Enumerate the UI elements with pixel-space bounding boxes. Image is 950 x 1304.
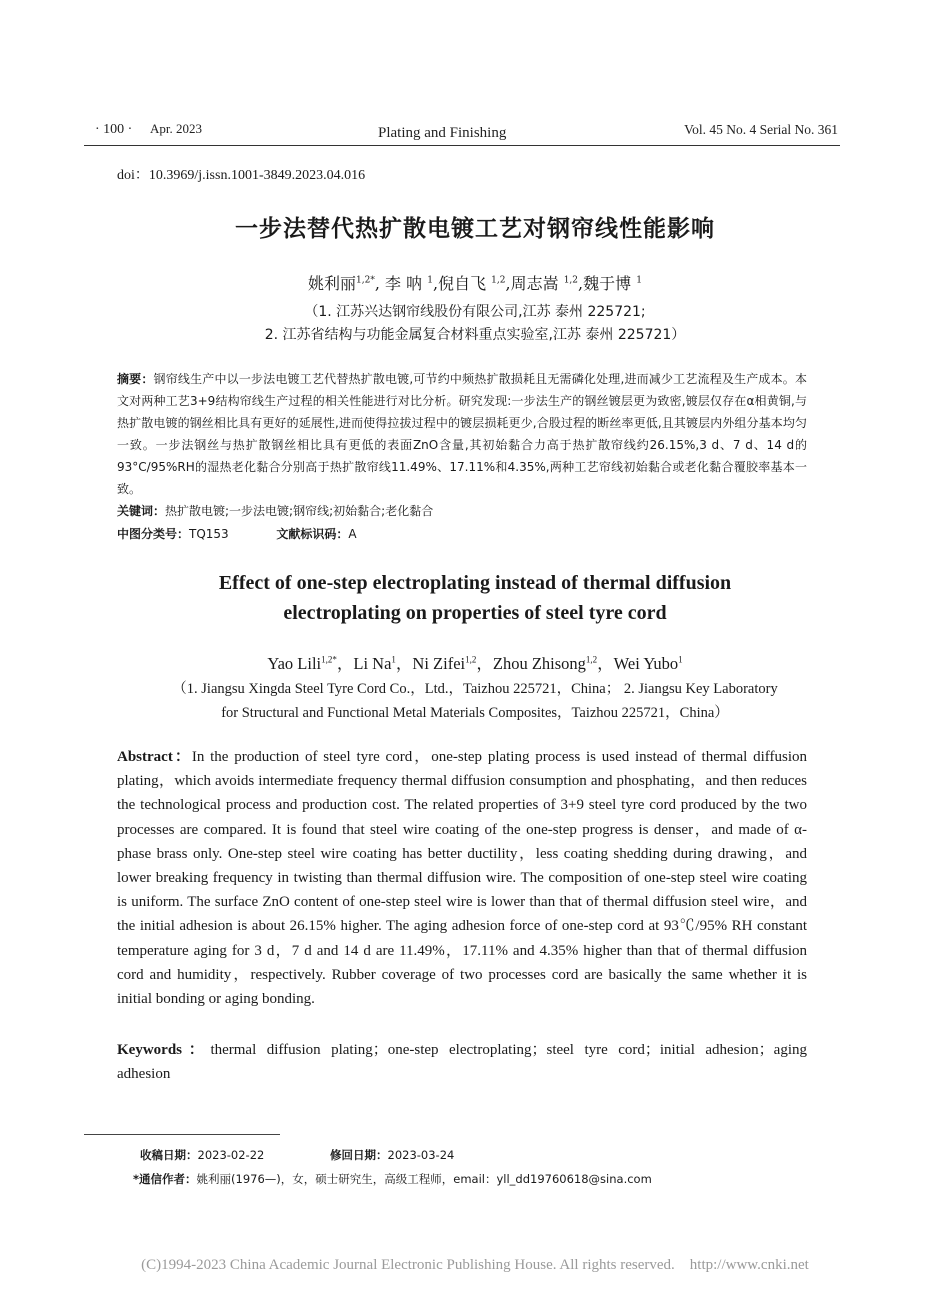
author-en-sup: 1: [678, 654, 683, 665]
affiliation-en-1: （1. Jiangsu Xingda Steel Tyre Cord Co.，Ltd.，Taizhou 225721，China； 2. Jiangsu Key Laboratory: [172, 681, 778, 697]
author-zh: 魏于博: [583, 274, 632, 293]
page-number: · 100 ·: [95, 122, 133, 137]
author-en-sup: 1,2: [465, 654, 477, 665]
author-en-sup: 1,2: [585, 654, 598, 665]
received-label: 收稿日期：: [140, 1148, 198, 1162]
abstract-en-label: Abstract：: [117, 749, 192, 765]
authors-en: Yao Lili$^{1,2*}$，Li Na$^1$，Ni Zifei$^{1,2}$，Zhou Zhisong$^{1,2}$，Wei Yubo$^1$: [267, 654, 683, 673]
corresponding-label: *通信作者：: [133, 1172, 197, 1186]
classification: [117, 523, 807, 545]
author-en: Ni Zifei: [412, 654, 466, 673]
title-en: [0, 568, 950, 628]
author-en: Zhou Zhisong: [492, 654, 586, 673]
author-zh-sup: 1,2: [491, 275, 506, 286]
received-value: 2023-02-22: [197, 1148, 265, 1162]
journal-name: Plating and Finishing: [378, 125, 507, 141]
issue-date: Apr. 2023: [150, 121, 202, 136]
keywords-en-label: Keywords：: [117, 1042, 211, 1058]
author-zh: 李 呐: [385, 274, 423, 293]
abstract-zh: [117, 368, 807, 500]
keywords-zh-text: 热扩散电镀;一步法电镀;钢帘线;初始黏合;老化黏合: [165, 504, 434, 518]
author-zh-sup: 1,2*: [356, 275, 375, 286]
revised-date: [330, 1147, 454, 1163]
keywords-en: [117, 1038, 807, 1086]
author-en-sup: 1,2*: [321, 654, 337, 665]
abstract-en: [117, 745, 807, 1011]
received-date: [140, 1147, 264, 1163]
abstract-zh-text: 钢帘线生产中以一步法电镀工艺代替热扩散电镀,可节约中频热扩散损耗且无需磷化处理,进而减少工艺流程及生产成本。本文对两种工艺3+9结构帘线生产过程的相关性能进行对比分析。研究发现:一步法生产的钢丝镀层更为致密,镀层仅存在α相黄铜,与热扩散电镀的钢丝相比具有更好的延展性,进而使得拉拔过程中的镀层损耗更少,合股过程的断丝率更低,且其镀层内外组分基本均匀一致。一步法钢丝与热扩散钢丝相比具有更低的表面ZnO含量,其初始黏合力高于热扩散帘线约26.15%,3 d、7 d、14 d的93°C/95%RH的湿热老化黏合分别高于热扩散帘线11.49%、17.11%和4.35%,两种工艺帘线初始黏合或老化黏合覆胶率基本一致。: [117, 372, 807, 496]
affiliation-zh-2: 2. 江苏省结构与功能金属复合材料重点实验室,江苏 泰州 225721）: [264, 327, 686, 343]
author-zh-sup: 1: [427, 275, 433, 286]
volume-info: Vol. 45 No. 4 Serial No. 361: [684, 122, 838, 137]
doc-code-value: A: [348, 527, 357, 541]
doi: doi：10.3969/j.issn.1001-3849.2023.04.016: [117, 168, 366, 183]
author-zh: 周志嵩: [510, 274, 559, 293]
author-en: Wei Yubo: [613, 654, 679, 673]
title-zh: 一步法替代热扩散电镀工艺对钢帘线性能影响: [235, 216, 715, 242]
author-en: Yao Lili: [267, 654, 322, 673]
corresponding-value: 姚利丽(1976—)，女，硕士研究生，高级工程师，email：yll_dd19760618@sina.com: [196, 1172, 652, 1186]
doc-code-label: 文献标识码：: [276, 527, 349, 541]
author-zh-sup: 1,2: [563, 275, 579, 286]
header-rule: [84, 145, 840, 146]
abstract-zh-label: 摘要：: [117, 372, 154, 386]
author-zh: 姚利丽: [308, 274, 357, 293]
title-en-line: Effect of one-step electroplating instead of thermal diffusion: [218, 572, 732, 594]
author-zh-sup: 1: [636, 275, 642, 286]
author-en-sup: 1: [391, 654, 396, 665]
author-en: Li Na: [353, 654, 392, 673]
affiliation-zh-1: （1. 江苏兴达钢帘线股份有限公司,江苏 泰州 225721;: [304, 304, 646, 320]
corresponding-author: [133, 1171, 652, 1187]
keywords-zh-label: 关键词：: [117, 504, 166, 518]
keywords-en-text: thermal diffusion plating；one-step electroplating；steel tyre cord；initial adhesion；aging adhesion: [117, 1042, 807, 1083]
title-en-line: electroplating on properties of steel tyre cord: [283, 602, 667, 624]
authors-zh: 姚利丽$^{1,2*}$, 李 呐 $^1$,倪自飞 $^{1,2}$,周志嵩 $^{1,2}$,魏于博 $^1$: [308, 274, 642, 293]
author-zh: 倪自飞: [438, 274, 487, 293]
affiliation-en-2: for Structural and Functional Metal Materials Composites，Taizhou 225721，China）: [221, 705, 729, 721]
footnote-rule: [84, 1134, 280, 1135]
clc-label: 中图分类号：: [117, 527, 190, 541]
copyright-notice: (C)1994-2023 China Academic Journal Electronic Publishing House. All rights reserved. http://www.cnki.net: [141, 1257, 809, 1273]
clc-value: TQ153: [189, 527, 229, 541]
revised-label: 修回日期：: [330, 1148, 388, 1162]
keywords-zh: [117, 500, 807, 522]
revised-value: 2023-03-24: [387, 1148, 455, 1162]
abstract-en-text: In the production of steel tyre cord，one-step plating process is used instead of thermal diffusion plating，which avoids intermediate frequency thermal diffusion consumption and phosphating，and then reduces the technological process and production cost. The related properties of 3+9 steel tyre cord produced by the two processes are compared. It is found that steel wire coating of the one-step progress is denser，and made of α-phase brass only. One-step steel wire coating has better ductility，less coating shedding during drawing，and lower breaking frequency in twisting than thermal diffusion wire. The composition of one-step steel wire coating is uniform. The surface ZnO content of one-step steel wire is lower than that of thermal diffusion steel wire，and the initial adhesion is about 26.15% higher. The aging adhesion force of one-step cord at 93℃/95% RH constant temperature aging for 3 d，7 d and 14 d are 11.49%，17.11% and 4.35% higher than that of thermal diffusion cord and humidity，respectively. Rubber coverage of two processes cord are basically the same whether it is initial bonding or aging bonding.: [117, 749, 807, 1008]
